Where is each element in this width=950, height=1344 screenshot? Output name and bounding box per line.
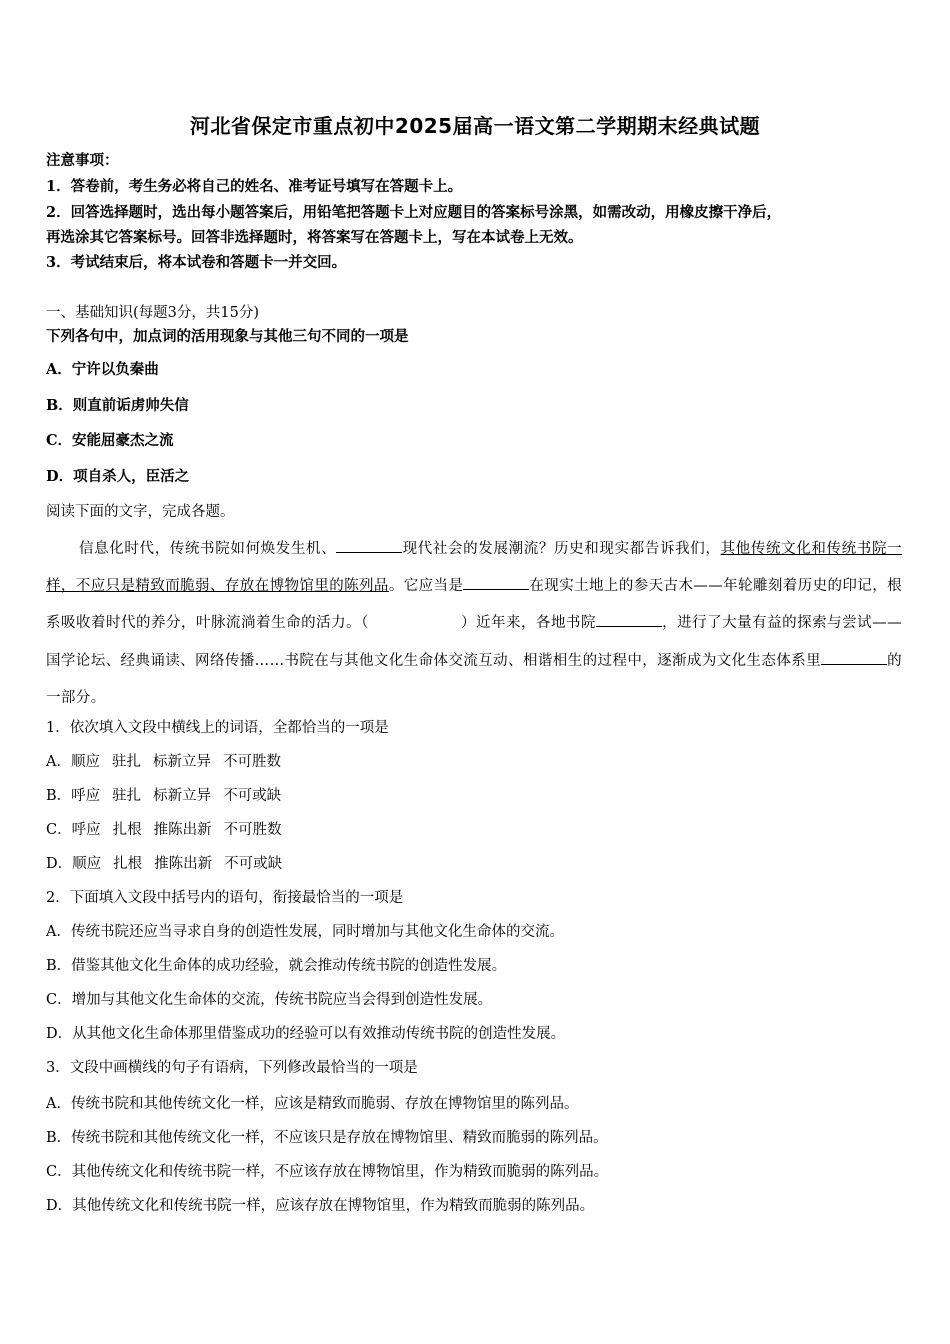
- q1-option-a: A．顺应 驻扎 标新立异 不可胜数: [46, 754, 281, 770]
- q2-option-d: D．从其他文化生命体那里借鉴成功的经验可以有效推动传统书院的创造性发展。: [46, 1026, 566, 1042]
- notice-item: 3．考试结束后，将本试卷和答题卡一并交回。: [46, 254, 347, 271]
- option-a: A．宁许以负秦曲: [46, 361, 159, 378]
- q1-option-b: B．呼应 驻扎 标新立异 不可或缺: [46, 788, 282, 804]
- option-b: B．则直前诟虏帅失信: [46, 397, 189, 414]
- question-stem: 下列各句中，加点词的活用现象与其他三句不同的一项是: [46, 328, 409, 345]
- reading-instruction: 阅读下面的文字，完成各题。: [46, 504, 235, 520]
- option-c: C．安能屈豪杰之流: [46, 432, 174, 449]
- section-heading: 一、基础知识(每题3分，共15分): [46, 305, 259, 321]
- option-d: D．项自杀人，臣活之: [46, 468, 190, 485]
- q3-option-c: C．其他传统文化和传统书院一样，不应该存放在博物馆里，作为精致而脆弱的陈列品。: [46, 1164, 609, 1180]
- q2-option-b: B．借鉴其他文化生命体的成功经验，就会推动传统书院的创造性发展。: [46, 958, 507, 974]
- question-3-stem: 3．文段中画横线的句子有语病，下列修改最恰当的一项是: [46, 1060, 418, 1076]
- question-1-stem: 1．依次填入文段中横线上的词语，全都恰当的一项是: [46, 720, 389, 736]
- notice-heading: 注意事项：: [46, 152, 119, 169]
- notice-item: 再选涂其它答案标号。回答非选择题时，将答案写在答题卡上，写在本试卷上无效。: [46, 229, 583, 246]
- q3-option-b: B．传统书院和其他传统文化一样，不应该只是存放在博物馆里、精致而脆弱的陈列品。: [46, 1130, 608, 1146]
- underlined-sentence: 其他传统文化和传统书院一样，不应只是精致而脆弱、存放在博物馆里的陈列品: [46, 541, 902, 595]
- q3-option-a: A．传统书院和其他传统文化一样，应该是精致而脆弱、存放在博物馆里的陈列品。: [46, 1096, 579, 1112]
- reading-passage: 信息化时代，传统书院如何焕发生机、 现代社会的发展潮流？历史和现实都告诉我们，其他传统文化和传统书院一样，不应只是精致而脆弱、存放在博物馆里的陈列品。它应当是 在现实土地上的参天古木——年轮雕刻着历史的印记，根系吸收着时代的养分，叶脉流淌着生命的活力。（ ）近年来，各地书院 ，进行了大量有益的探索与尝试——国学论坛、经典诵读、网络传播……书院在与其他文化生命体交流互动、相谐相生的过程中，逐渐成为文化生态体系里 的一部分。: [46, 531, 902, 717]
- q2-option-c: C．增加与其他文化生命体的交流，传统书院应当会得到创造性发展。: [46, 992, 493, 1008]
- blank-4: [821, 650, 887, 665]
- q1-option-d: D．顺应 扎根 推陈出新 不可或缺: [46, 856, 283, 872]
- q3-option-d: D．其他传统文化和传统书院一样，应该存放在博物馆里，作为精致而脆弱的陈列品。: [46, 1198, 595, 1214]
- notice-item: 1．答卷前，考生务必将自己的姓名、准考证号填写在答题卡上。: [46, 178, 463, 195]
- q2-option-a: A．传统书院还应当寻求自身的创造性发展，同时增加与其他文化生命体的交流。: [46, 924, 564, 940]
- blank-2: [463, 575, 529, 590]
- q1-option-c: C．呼应 扎根 推陈出新 不可胜数: [46, 822, 282, 838]
- question-2-stem: 2．下面填入文段中括号内的语句，衔接最恰当的一项是: [46, 890, 404, 906]
- blank-1: [336, 538, 402, 553]
- blank-3: [596, 612, 662, 627]
- notice-item: 2．回答选择题时，选出每小题答案后，用铅笔把答题卡上对应题目的答案标号涂黑，如需改动，用橡皮擦干净后，: [46, 204, 782, 221]
- page-title: 河北省保定市重点初中2025届高一语文第二学期期末经典试题: [189, 114, 761, 138]
